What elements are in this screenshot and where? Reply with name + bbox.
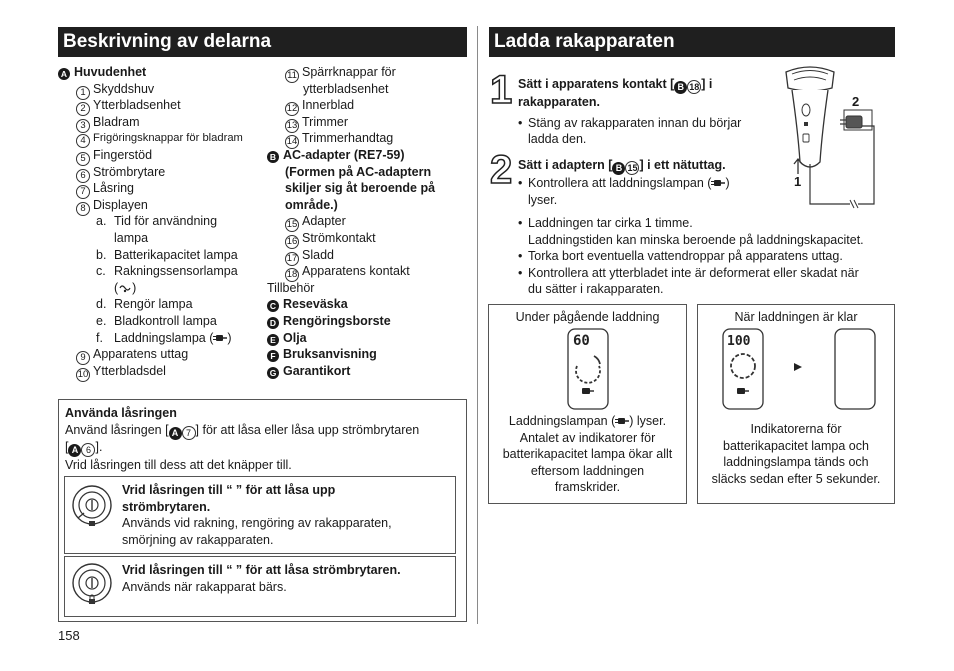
panel-charged-title: När laddningen är klar [734,310,858,324]
display-sub-item: d. Rengör lampa [96,297,193,312]
charging-notes [518,215,898,298]
unlock-line-3: Används vid rakning, rengöring av rakapparaten, [122,516,392,531]
adapter-note: (Formen på AC-adaptern [285,164,432,179]
lock-ring-note [58,399,467,622]
display-sub-item: ( ) [114,280,137,295]
label-a-badge: A [58,68,70,80]
charging-plug-icon [711,178,725,188]
display-charging-illustration [567,328,609,410]
accessory-item: E Olja [267,330,467,347]
lock-ring-line: Använd låsringen [ A 7 ] för att låsa eller låsa upp strömbrytaren [65,423,420,438]
part-item: 9 Apparatens uttag [58,346,263,363]
arrow-right-icon [792,361,804,373]
part-item: 11 Spärrknappar för [267,64,467,81]
lock-ring-title: Använda låsringen [65,406,177,420]
accessory-item: F Bruksanvisning [267,346,467,363]
display-charged-value: 100 [727,334,751,349]
step1-line-2: rakapparaten. [518,95,600,109]
display-charging-value: 60 [573,333,590,349]
step2-bullet: • Kontrollera att laddningslampan ( ) lyser. [518,175,788,208]
note-check-foil: • Kontrollera att ytterbladet inte är deformerat eller skadat när du sätter i rakapparaten. [518,265,898,298]
part-item: 13 Trimmer [286,114,349,131]
part-item: 3 Bladram [58,114,263,131]
part-item: 5 Fingerstöd [58,147,263,164]
label-b-badge: B [267,151,279,163]
accessories-heading: Tillbehör [267,280,315,295]
unlock-instruction [64,476,456,554]
part-item: 18 Apparatens kontakt [286,264,410,281]
figure-label-1: 1 [794,174,802,189]
lock-line-2: Används när rakapparat bärs. [122,579,287,594]
step1-bullet: • Stäng av rakapparaten innan du börjar ladda den. [518,115,768,148]
figure-label-2: 2 [852,94,860,109]
accessory-item: C Reseväska [267,296,467,313]
display-sub-item: b. Batterikapacitet lampa [96,247,238,262]
lock-instruction [64,556,456,617]
panel-charged-desc: Indikatorerna för batterikapacitet lampa och laddningslampa tänds och släcks sedan efter 5 sekunder. [711,422,881,486]
accessory-item: G Garantikort [267,363,467,380]
display-off-illustration [834,328,876,410]
panel-charging-title: Under pågående laddning [515,310,660,324]
part-item: 1 Skyddshuv [58,81,263,98]
column-divider [477,26,478,624]
note-wipe-drops: • Torka bort eventuella vattendroppar på apparatens uttag. [518,248,898,265]
step-number-2: 2 [490,148,513,192]
unlock-line-2: strömbrytaren. [122,499,211,514]
adapter-heading: AC-adapter (RE7-59) [283,147,405,162]
charging-plug-icon [213,333,227,343]
part-item-cont: ytterbladsenhet [303,81,389,96]
unlock-line-1: Vrid låsringen till “ ” för att låsa upp [122,483,336,497]
parts-list-main [58,64,263,379]
part-item: 14 Trimmerhandtag [286,131,394,148]
display-sub-item: a. Tid för användning [96,214,218,229]
section-title-parts: Beskrivning av delarna [58,27,467,57]
display-sub-item: lampa [114,230,149,245]
step-2 [518,157,788,208]
section-title-charging: Ladda rakapparaten [489,27,895,57]
lock-ring-lock-icon [70,561,114,605]
note-charge-time: • Laddningen tar cirka 1 timme. Laddningstiden kan minska beroende på laddningskapacitet. [518,215,898,248]
part-item: 10 Ytterbladsdel [77,363,166,380]
unlock-line-4: smörjning av rakapparaten. [122,532,274,547]
display-sub-item: e. Bladkontroll lampa [96,313,217,328]
part-item: 8 Displayen [58,197,263,214]
shaving-sensor-icon [118,282,132,294]
part-item: 6 Strömbrytare [58,164,263,181]
part-item: 17 Sladd [286,247,334,264]
display-sub-item: c. Rakningssensorlampa [96,264,238,279]
display-sub-item: f. Laddningslampa ( ) [96,330,232,345]
panel-charging [488,304,687,504]
accessory-item: D Rengöringsborste [267,313,467,330]
step2-line-1: Sätt i adaptern [ B 15 ] i ett nätuttag. [518,158,726,173]
step-1 [518,76,768,148]
part-item: 7 Låsring [58,180,263,197]
step-number-1: 1 [490,68,513,112]
page-number: 158 [58,628,80,643]
part-item: 2 Ytterbladsenhet [58,97,263,114]
part-item: 12 Innerblad [286,98,355,115]
adapter-note: område.) [285,197,338,212]
lock-ring-line: Vrid låsringen till dess att det knäpper till. [65,458,292,472]
adapter-note: skiljer sig åt beroende på [285,181,436,196]
part-item: 15 Adapter [286,214,346,231]
panel-charged [697,304,895,504]
lock-ring-unlock-icon [70,483,114,527]
charging-plug-icon [615,416,629,426]
part-item: 4 Frigöringsknappar för bladram [58,130,263,147]
step1-line-1: Sätt i apparatens kontakt [ B 18 ] i [518,77,713,92]
main-unit-heading: Huvudenhet [74,65,147,79]
part-item: 16 Strömkontakt [286,230,376,247]
lock-line-1: Vrid låsringen till “ ” för att låsa strömbrytaren. [122,563,401,577]
parts-list-secondary [267,64,467,379]
panel-charging-desc: Laddningslampan ( ) lyser. Antalet av indikatorer för batterikapacitet lampa ökar allt eftersom laddningen framskrider. [502,414,673,495]
display-charged-illustration [722,328,764,410]
lock-ring-line: [ A 6 ]. [65,440,103,455]
